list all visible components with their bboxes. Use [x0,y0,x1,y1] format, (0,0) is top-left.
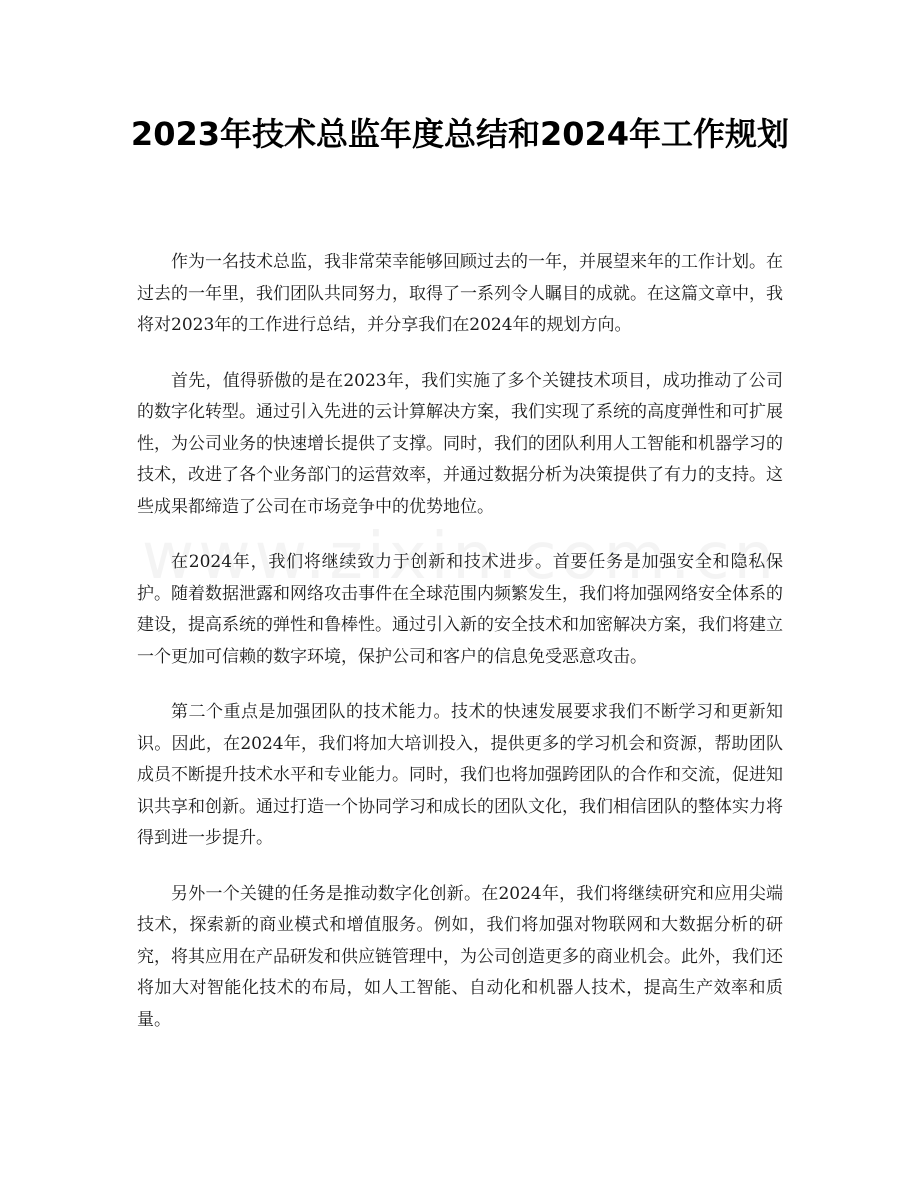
paragraph-2023-achievements: 首先，值得骄傲的是在2023年，我们实施了多个关键技术项目，成功推动了公司的数字化转型。通过引入先进的云计算解决方案，我们实现了系统的高度弹性和可扩展性，为公司业务的快速增长提供了支撑。同时，我们的团队利用人工智能和机器学习的技术，改进了各个业务部门的运营效率，并通过数据分析为决策提供了有力的支持。这些成果都缔造了公司在市场竞争中的优势地位。 [137,370,783,517]
document-title: 2023年技术总监年度总结和2024年工作规划 [130,115,790,153]
paragraph-team-capability: 第二个重点是加强团队的技术能力。技术的快速发展要求我们不断学习和更新知识。因此，在2024年，我们将加大培训投入，提供更多的学习机会和资源，帮助团队成员不断提升技术水平和专业能力。同时，我们也将加强跨团队的合作和交流，促进知识共享和创新。通过打造一个协同学习和成长的团队文化，我们相信团队的整体实力将得到进一步提升。 [137,702,783,848]
paragraph-digital-innovation: 另外一个关键的任务是推动数字化创新。在2024年，我们将继续研究和应用尖端技术，探索新的商业模式和增值服务。例如，我们将加强对物联网和大数据分析的研究，将其应用在产品研发和供应链管理中，为公司创造更多的商业机会。此外，我们还将加大对智能化技术的布局，如人工智能、自动化和机器人技术，提高生产效率和质量。 [137,883,783,1030]
paragraph-security-priority: 在2024年，我们将继续致力于创新和技术进步。首要任务是加强安全和隐私保护。随着数据泄露和网络攻击事件在全球范围内频繁发生，我们将加强网络安全体系的建设，提高系统的弹性和鲁棒性。通过引入新的安全技术和加密解决方案，我们将建立一个更加可信赖的数字环境，保护公司和客户的信息免受恶意攻击。 [137,552,783,667]
document-body [137,247,783,1060]
paragraph-intro: 作为一名技术总监，我非常荣幸能够回顾过去的一年，并展望来年的工作计划。在过去的一年里，我们团队共同努力，取得了一系列令人瞩目的成就。在这篇文章中，我将对2023年的工作进行总结，并分享我们在2024年的规划方向。 [137,252,783,335]
